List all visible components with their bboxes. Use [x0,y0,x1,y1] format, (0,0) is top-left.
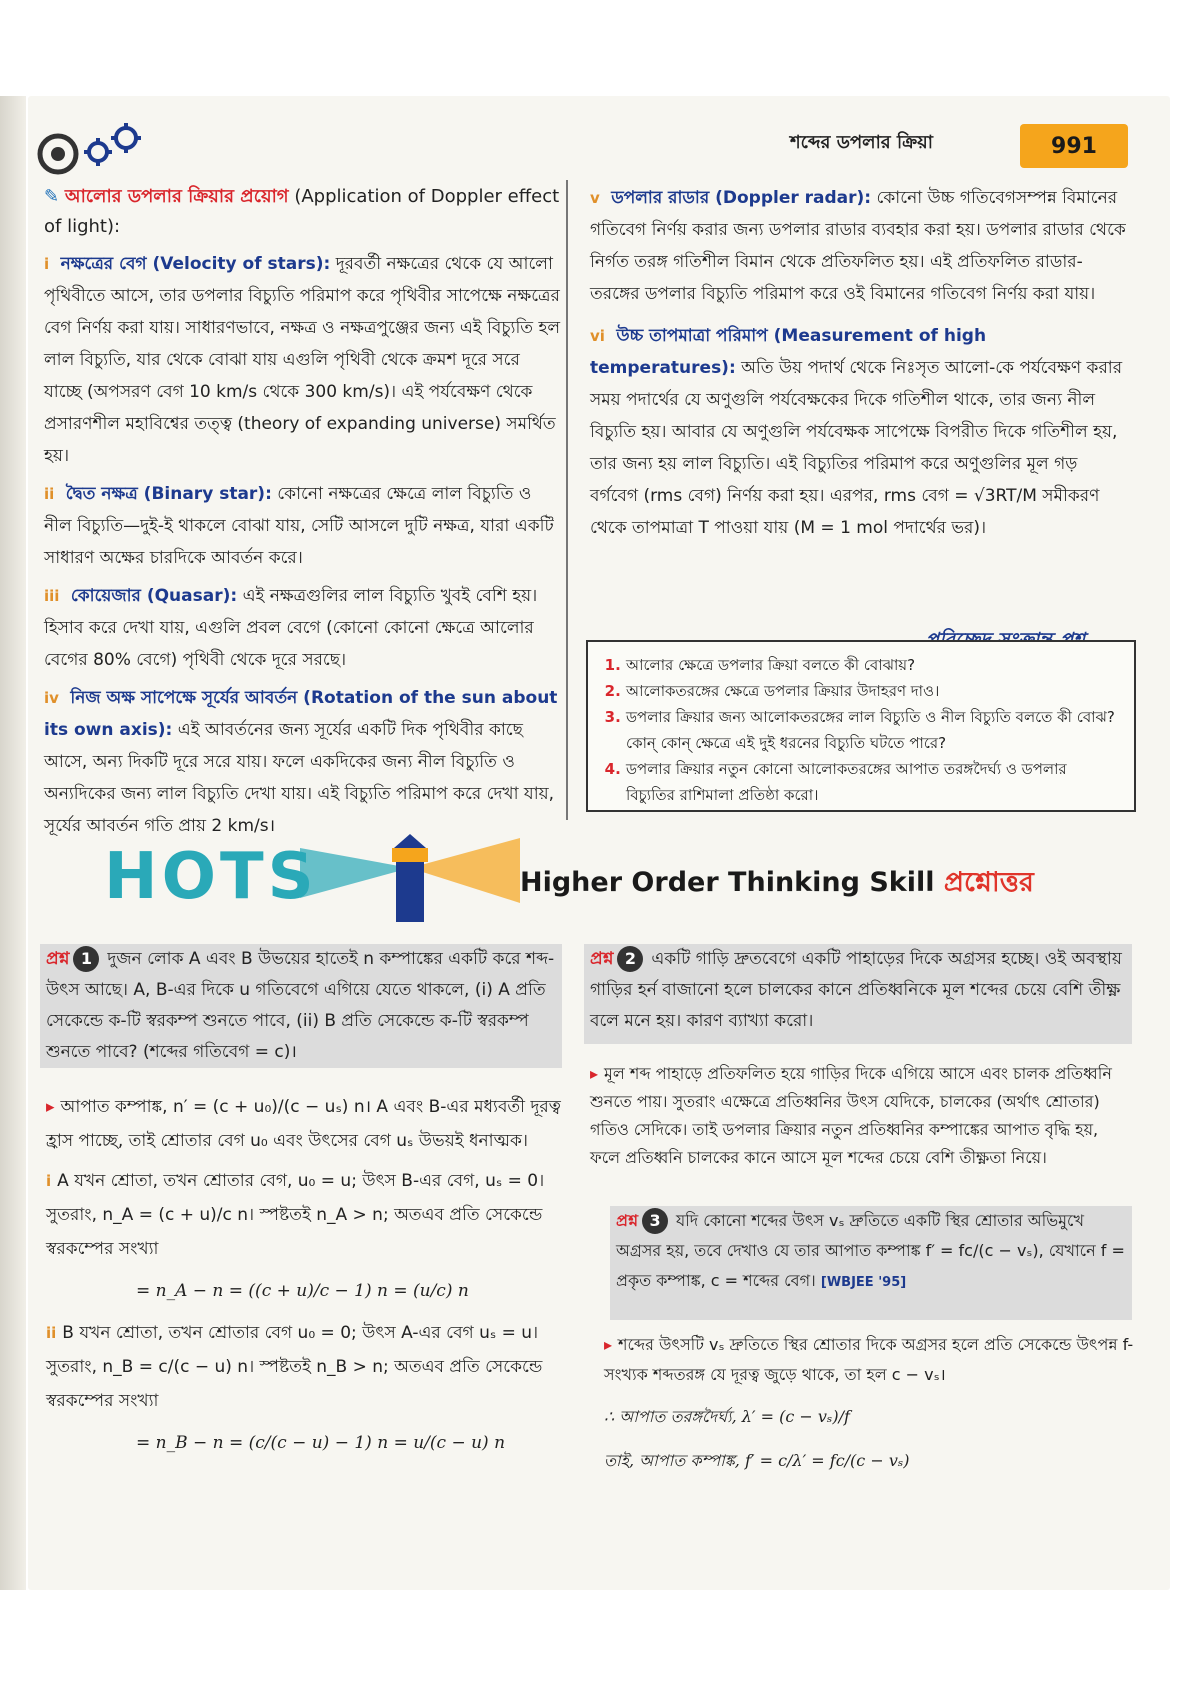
book-spine [0,96,26,1590]
hots-subtitle-en: Higher Order Thinking Skill [520,867,935,898]
question-label: প্রশ্ন [590,949,614,969]
item-text: এই আবর্তনের জন্য সূর্যের একটি দিক পৃথিবীর কাছে আসে, অন্য দিকটি দূরে সরে যায়। ফলে একদিকের জন্য নীল বিচ্যুতি ও অন্যদিকের জন্য লাল বিচ্যুতি দেখা যায়। এই বিচ্যুতি পরিমাপ করে দেখা যায়, সূর্যের আবর্তন গতি প্রায় 2 km/s। [44,720,555,836]
question-number: 3 [642,1208,668,1234]
q1-question [46,944,556,1068]
pen-icon: ✎ [44,186,65,207]
column-divider [566,180,568,820]
item-marker: v [590,189,600,207]
item-text: কোনো উচ্চ গতিবেগসম্পন্ন বিমানের গতিবেগ নির্ণয় করার জন্য ডপলার রাডার ব্যবহার করা হয়। ডপলার রাডার থেকে নির্গত তরঙ্গ গতিশীল বিমান থেকে প্রতিফলিত হয়। এই প্রতিফলিত রাডার-তরঙ্গের ডপলার বিচ্যুতি পরিমাপ করে ওই বিমানের গতিবেগ নির্ণয় করা যায়। [590,188,1126,304]
hots-logo: HOTS [104,840,318,914]
item-text: অতি উয় পদার্থ থেকে নিঃসৃত আলো-কে পর্যবেক্ষণ করার সময় পদার্থের যে অণুগুলি পর্যবেক্ষকের দিকে গতিশীল থাকে, তার জন্য নীল বিচ্যুতি হয়। আবার যে অণুগুলি পর্যবেক্ষক সাপেক্ষে বিপরীত দিকে গতিশীল হয়, তার জন্য হয় লাল বিচ্যুতি। এই বিচ্যুতির পরিমাপ করে অণুগুলির মূল গড় বর্গবেগ (rms বেগ) নির্ণয় করা হয়। এরপর, rms বেগ = √3RT/M সমীকরণ থেকে তাপমাত্রা T পাওয়া যায় (M = 1 mol পদার্থের ভর)। [590,358,1123,538]
arrow-icon: ▸ [590,1064,599,1083]
answer-intro: ▸ আপাত কম্পাঙ্ক, n′ = (c + u₀)/(c − uₛ) n। A এবং B-এর মধ্যবর্তী দূরত্ব হ্রাস পাচ্ছে, তাই শ্রোতার বেগ u₀ এবং উৎসের বেগ uₛ উভয়ই ধনাত্মক। [46,1097,561,1151]
section-title: আলোর ডপলার ক্রিয়ার প্রয়োগ [64,186,289,207]
question-text: দুজন লোক A এবং B উভয়ের হাতেই n কম্পাঙ্কের একটি করে শব্দ-উৎস আছে। A, B-এর দিকে u গতিবেগে এগিয়ে যেতে থাকলে, (i) A প্রতি সেকেন্ডে ক-টি স্বরকম্প শুনতে পাবে, (ii) B প্রতি সেকেন্ডে ক-টি স্বরকম্প শুনতে পাবে? (শব্দের গতিবেগ = c)। [46,949,555,1062]
question-text: একটি গাড়ি দ্রুতবেগে একটি পাহাড়ের দিকে অগ্রসর হচ্ছে। ওই অবস্থায় গাড়ির হর্ন বাজানো হলে চালকের কানে প্রতিধ্বনিকে মূল শব্দের চেয়ে বেশি তীক্ষ্ণ বলে মনে হয়। কারণ ব্যাখ্যা করো। [590,949,1122,1031]
question-box [586,640,1136,812]
gear-logo-icon [36,120,146,186]
list-item: 4. ডপলার ক্রিয়ার নতুন কোনো আলোকতরঙ্গের আপাত তরঙ্গদৈর্ঘ্য ও ডপলার বিচ্যুতির রাশিমালা প্রতিষ্ঠা করো। [626,756,1120,808]
answer-part-ii: ii B যখন শ্রোতা, তখন শ্রোতার বেগ u₀ = 0; উৎস A-এর বেগ uₛ = u। সুতরাং, n_B = c/(c − u) n। স্পষ্টতই n_B > n; অতএব প্রতি সেকেন্ডে স্বরকম্পের সংখ্যা [46,1323,543,1411]
item-text: দূরবর্তী নক্ষত্রের থেকে যে আলো পৃথিবীতে আসে, তার ডপলার বিচ্যুতি পরিমাপ করে পৃথিবীর সাপেক্ষে নক্ষত্রের বেগ নির্ণয় করা যায়। সাধারণভাবে, নক্ষত্র ও নক্ষত্রপুঞ্জের জন্য এই বিচ্যুতি হল লাল বিচ্যুতি, যার থেকে বোঝা যায় এগুলি পৃথিবী থেকে ক্রমশ দূরে সরে যাচ্ছে (অপসরণ বেগ 10 km/s থেকে 300 km/s)। এই পর্যবেক্ষণ থেকে প্রসারণশীল মহাবিশ্বের তত্ত্ব (theory of expanding universe) সমর্থিত হয়। [44,254,561,466]
formula-wavelength: ∴ আপাত তরঙ্গদৈর্ঘ্য, λ′ = (c − vₛ)/f [604,1407,850,1426]
question-list [588,642,1134,808]
answer-text: ▸ শব্দের উৎসটি vₛ দ্রুতিতে স্থির শ্রোতার দিকে অগ্রসর হলে প্রতি সেকেন্ডে উৎপন্ন f-সংখ্যক শব্দতরঙ্গ যে দূরত্ব জুড়ে থাকে, তা হল c − vₛ। [604,1335,1134,1384]
lighthouse-icon [300,828,520,926]
hots-subtitle [520,862,1034,907]
section-heading [44,182,562,242]
item-text: এই নক্ষত্রগুলির লাল বিচ্যুতি খুবই বেশি হয়। হিসাব করে দেখা যায়, এগুলি প্রবল বেগে (কোনো কোনো ক্ষেত্রে আলোর বেগের 80% বেগে) পৃথিবী থেকে দূরে সরছে। [44,586,538,670]
q3-question [616,1206,1126,1298]
left-item-4 [44,682,562,842]
item-marker: iii [44,587,60,605]
arrow-icon: ▸ [46,1097,55,1117]
formula-i: = n_A − n = ((c + u)/c − 1) n = (u/c) n [136,1281,469,1301]
exam-source: [WBJEE '95] [820,1275,907,1290]
list-item: 3. ডপলার ক্রিয়ার জন্য আলোকতরঙ্গের লাল বিচ্যুতি ও নীল বিচ্যুতি বলতে কী বোঝ? কোন্ কোন্ ক্ষেত্রে এই দুই ধরনের বিচ্যুতি ঘটতে পারে? [626,704,1120,756]
item-title: কোয়েজার (Quasar): [70,586,238,606]
q2-answer: ▸ মূল শব্দ পাহাড়ে প্রতিফলিত হয়ে গাড়ির দিকে এগিয়ে আসে এবং চালক প্রতিধ্বনি শুনতে পায়। সুতরাং এক্ষেত্রে প্রতিধ্বনির উৎস যেদিকে, চালকের (অর্থাৎ শ্রোতার) গতিও সেদিকে। তাই ডপলার ক্রিয়ার নতুন প্রতিধ্বনির কম্পাঙ্কের আপাত বৃদ্ধি হয়, ফলে প্রতিধ্বনি চালকের কানে আসে মূল শব্দের চেয়ে বেশি তীক্ষ্ণতা নিয়ে। [590,1064,1112,1167]
answer-part-i: i A যখন শ্রোতা, তখন শ্রোতার বেগ, u₀ = u; উৎস B-এর বেগ, uₛ = 0। সুতরাং, n_A = (c + u)/c n। স্পষ্টতই n_A > n; অতএব প্রতি সেকেন্ডে স্বরকম্পের সংখ্যা [46,1171,545,1259]
list-item: 1. আলোর ক্ষেত্রে ডপলার ক্রিয়া বলতে কী বোঝায়? [626,652,1120,678]
item-marker: i [44,255,50,273]
item-marker: vi [590,327,605,345]
right-item-5 [590,182,1130,310]
chapter-title: শব্দের ডপলার ক্রিয়া [790,132,933,153]
page-number: 991 [1020,124,1128,168]
item-title: উচ্চ তাপমাত্রা পরিমাপ (Measurement of high temperatures): [590,326,987,378]
question-text: যদি কোনো শব্দের উৎস vₛ দ্রুতিতে একটি স্থির শ্রোতার অভিমুখে অগ্রসর হয়, তবে দেখাও যে তার আপাত কম্পাঙ্ক f′ = fc/(c − vₛ), যেখানে f = প্রকৃত কম্পাঙ্ক, c = শব্দের বেগ। [616,1211,1125,1290]
left-item-3 [44,580,562,676]
question-label: প্রশ্ন [46,949,70,969]
arrow-icon: ▸ [604,1335,613,1354]
formula-frequency: তাই, আপাত কম্পাঙ্ক, f′ = c/λ′ = fc/(c − vₛ) [604,1451,910,1470]
left-item-1 [44,248,562,472]
item-title: দ্বৈত নক্ষত্র (Binary star): [65,484,272,504]
formula-ii: = n_B − n = (c/(c − u) − 1) n = u/(c − u) n [136,1433,506,1453]
list-item: 2. আলোকতরঙ্গের ক্ষেত্রে ডপলার ক্রিয়ার উদাহরণ দাও। [626,678,1120,704]
q1-answer [46,1090,562,1460]
q2-question [590,944,1126,1037]
question-number: 2 [617,946,643,972]
left-column [44,182,562,842]
item-title: নক্ষত্রের বেগ (Velocity of stars): [60,254,331,274]
item-marker: iv [44,689,59,707]
item-marker: ii [44,485,55,503]
section-title-en: (Application of Doppler effect of light): [44,186,560,237]
item-title: নিজ অক্ষ সাপেক্ষে সূর্যের আবর্তন (Rotation of the sun about its own axis): [44,688,558,740]
item-title: ডপলার রাডার (Doppler radar): [611,188,872,208]
right-column [590,182,1130,544]
left-item-2 [44,478,562,574]
item-text: কোনো নক্ষত্রের ক্ষেত্রে লাল বিচ্যুতি ও নীল বিচ্যুতি—দুই-ই থাকলে বোঝা যায়, সেটি আসলে দুটি নক্ষত্র, যারা একটি সাধারণ অক্ষের চারদিকে আবর্তন করে। [44,484,554,568]
question-number: 1 [73,946,99,972]
hots-subtitle-bn: প্রশ্নোত্তর [943,867,1034,898]
right-item-6 [590,320,1130,544]
question-label: প্রশ্ন [616,1211,639,1230]
q3-answer [604,1330,1134,1476]
